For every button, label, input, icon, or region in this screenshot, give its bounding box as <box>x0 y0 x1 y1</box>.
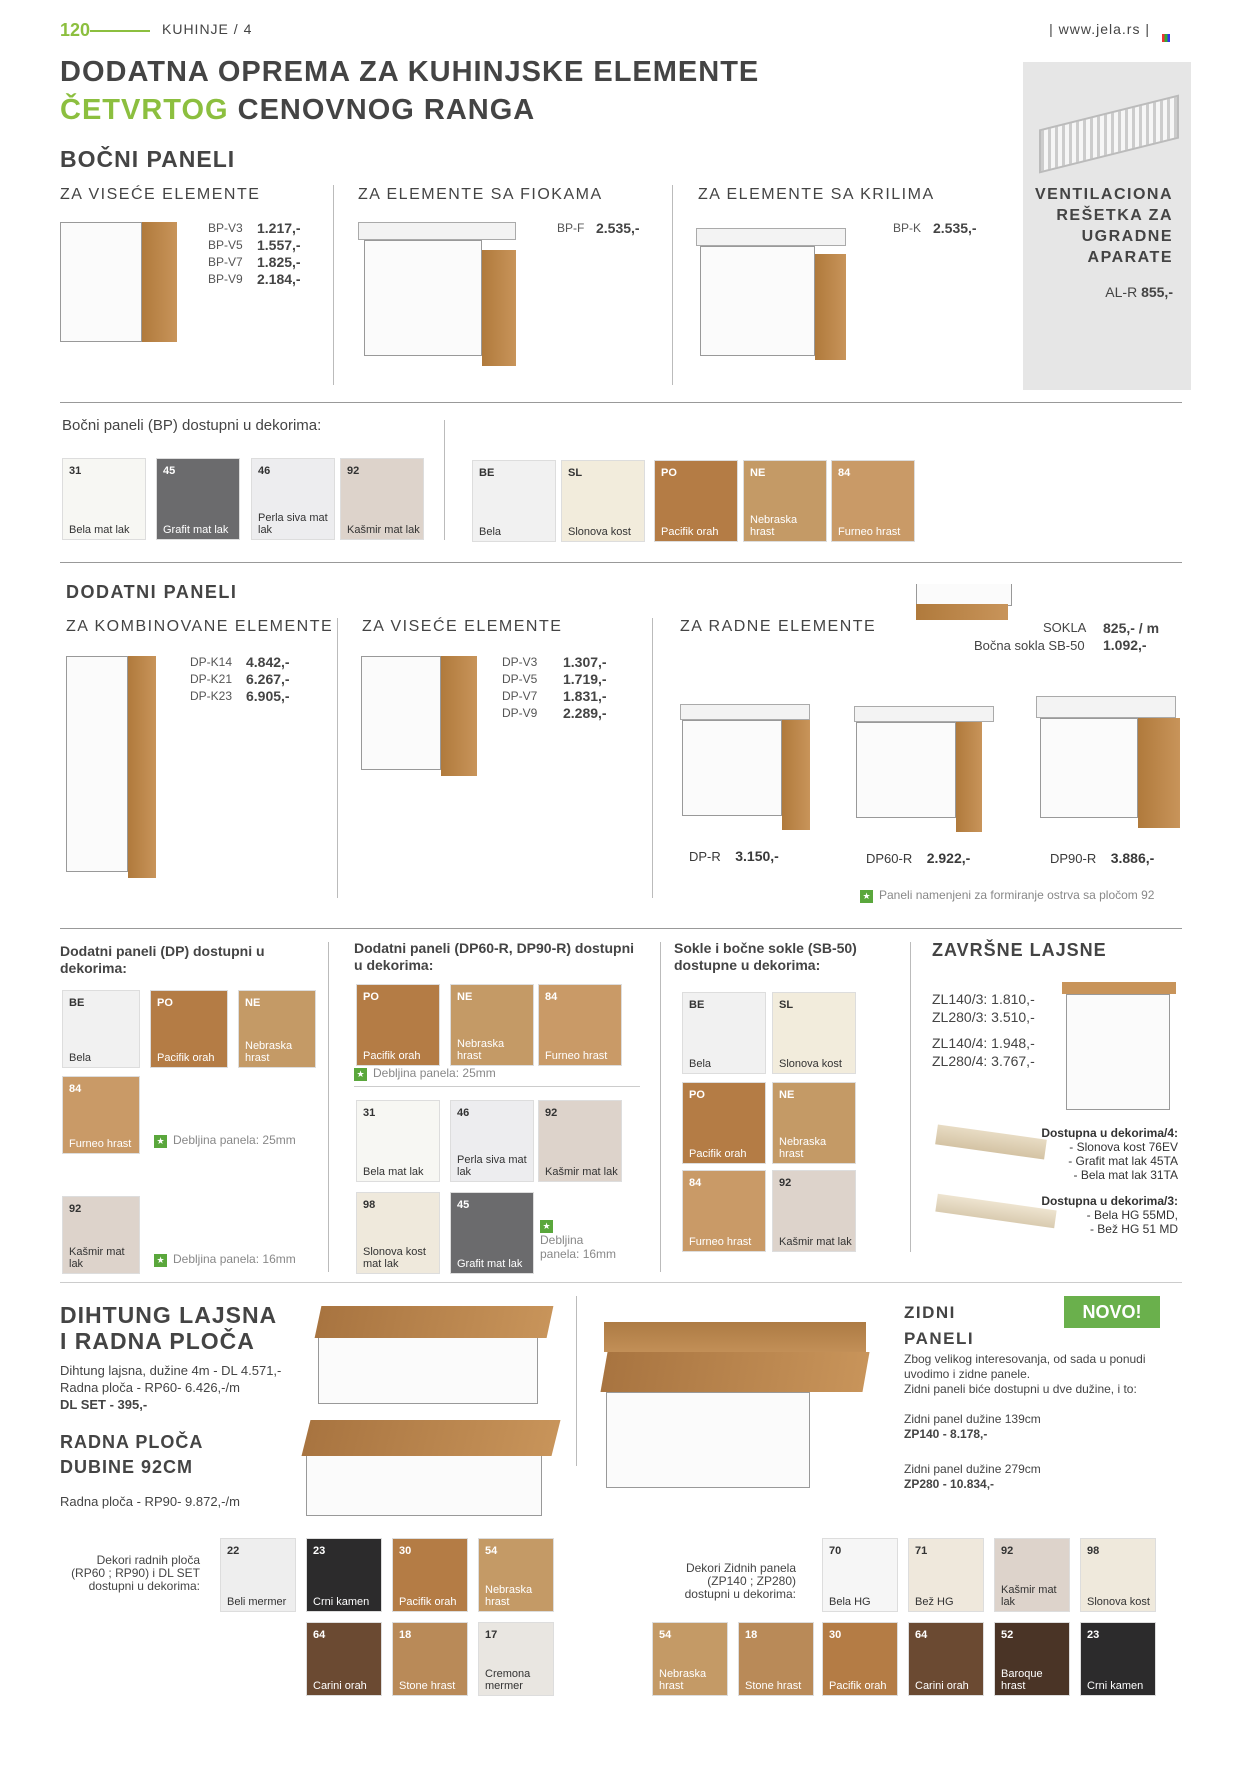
bp-visece-prices: 1.217,- 1.557,- 1.825,- 2.184,- <box>257 220 301 287</box>
decor-name: Pacifik orah <box>829 1680 887 1692</box>
decor-name: Furneo hrast <box>838 526 901 538</box>
decor-swatch <box>356 1192 440 1274</box>
decor-swatch <box>220 1538 296 1612</box>
side-panel-wood <box>956 722 982 832</box>
divider <box>328 942 329 1272</box>
decor-name: Bela mat lak <box>69 524 130 536</box>
dp90-r-item: DP90-R 3.886,- <box>1050 850 1155 866</box>
decor-name: Bela mat lak <box>363 1166 424 1178</box>
decor-code: 23 <box>1087 1629 1100 1641</box>
decor-swatch <box>62 458 146 540</box>
decor-code: 17 <box>485 1629 498 1641</box>
dp-r-item: DP-R 3.150,- <box>689 848 779 864</box>
decor-code: 98 <box>1087 1545 1100 1557</box>
decor-code: 98 <box>363 1199 376 1211</box>
decor-code: 70 <box>829 1545 842 1557</box>
page-number: 120 <box>60 20 91 40</box>
decor-code: 92 <box>347 465 360 477</box>
side-panel-wood <box>128 656 156 878</box>
decor-swatch <box>450 984 534 1066</box>
vent-grille-icon <box>1039 95 1179 174</box>
dp-k-codes: DP-K14 DP-K21 DP-K23 <box>190 655 233 703</box>
decor-code: 54 <box>659 1629 672 1641</box>
decor-swatch <box>392 1622 468 1696</box>
base-cabinet-illustration <box>682 720 782 816</box>
decor-name: Pacifik orah <box>661 526 719 538</box>
dodatni-paneli-heading: DODATNI PANELI <box>66 582 238 602</box>
sokle-decor-heading: Sokle i bočne sokle (SB-50) dostupne u dekorima: <box>674 940 857 973</box>
decor-swatch <box>994 1622 1070 1696</box>
decor-swatch <box>772 1170 856 1252</box>
decor-code: NE <box>245 997 261 1009</box>
side-panel-wood <box>815 254 846 360</box>
decor-name: Nebraska hrast <box>779 1136 827 1160</box>
decor-swatch <box>743 460 827 542</box>
worktop-illustration <box>315 1306 554 1338</box>
island-note: ★ Paneli namenjeni za formiranje ostrva sa pločom 92 <box>860 888 1154 903</box>
bp-f-price: 2.535,- <box>596 220 640 236</box>
divider <box>333 185 334 385</box>
decor-name: Furneo hrast <box>689 1236 752 1248</box>
decor-swatch <box>392 1538 468 1612</box>
decor-name: Carini orah <box>915 1680 969 1692</box>
dp-radne-heading: ZA RADNE ELEMENTE <box>680 618 877 635</box>
decor-code: 30 <box>399 1545 412 1557</box>
novo-badge: NOVO! <box>1064 1296 1160 1328</box>
decor-name: Slonova kost <box>779 1058 842 1070</box>
decor-code: 84 <box>838 467 851 479</box>
thickness-note-25: ★ Debljina panela: 25mm <box>154 1133 296 1148</box>
wall-unit-illustration <box>1066 994 1170 1110</box>
side-panel-wood <box>482 250 516 366</box>
decor-code: 22 <box>227 1545 240 1557</box>
ventilaciona-heading: VENTILACIONA REŠETKA ZA UGRADNE APARATE <box>1035 186 1173 266</box>
decor-swatch <box>682 992 766 1074</box>
dp-kombinovane-heading: ZA KOMBINOVANE ELEMENTE <box>66 618 334 635</box>
bp-f-code: BP-F <box>557 221 585 235</box>
decor-code: BE <box>689 999 705 1011</box>
zidni-p1: Zidni panel dužine 139cm ZP140 - 8.178,- <box>904 1412 1041 1441</box>
decor-swatch <box>908 1622 984 1696</box>
decor-swatch <box>994 1538 1070 1612</box>
star-icon: ★ <box>154 1254 167 1267</box>
decor-swatch <box>654 460 738 542</box>
dpr-thickness-note-25: ★ Debljina panela: 25mm <box>354 1066 496 1081</box>
page-title: DODATNA OPREMA ZA KUHINJSKE ELEMENTE <box>60 56 760 88</box>
decor-name: Baroque hrast <box>1001 1668 1043 1692</box>
decor-swatch <box>478 1622 554 1696</box>
dekor3-list: Dostupna u dekorima/3: - Bela HG 55MD, - Bež HG 51 MD <box>1041 1194 1178 1236</box>
decor-swatch <box>478 1538 554 1612</box>
bp-krila-heading: ZA ELEMENTE SA KRILIMA <box>698 186 935 203</box>
decor-swatch <box>831 460 915 542</box>
dpr-thickness-note-16: ★ Debljina panela: 16mm <box>540 1221 617 1261</box>
decor-code: SL <box>568 467 583 479</box>
page-subtitle: ČETVRTOG CENOVNOG RANGA <box>60 94 536 126</box>
decor-code: 84 <box>545 991 558 1003</box>
header-divider <box>90 30 150 32</box>
rp92-price: Radna ploča - RP90- 9.872,-/m <box>60 1494 240 1509</box>
decor-name: Nebraska hrast <box>750 514 798 538</box>
bp-visece-heading: ZA VISEĆE ELEMENTE <box>60 186 261 203</box>
worktop <box>696 228 846 246</box>
zidni-text: Zbog velikog interesovanja, od sada u ponudi uvodimo i zidne panele. Zidni paneli biće dostupni u dve dužine, i to: <box>904 1352 1146 1396</box>
section-divider <box>60 928 1182 929</box>
decor-swatch <box>682 1082 766 1164</box>
decor-name: Perla siva mat lak <box>457 1154 527 1178</box>
decor-name: Grafit mat lak <box>457 1258 523 1270</box>
decor-code: 31 <box>69 465 82 477</box>
decor-name: Nebraska hrast <box>485 1584 533 1608</box>
cabinet-illustration <box>318 1338 538 1404</box>
decor-name: Slonova kost <box>568 526 631 538</box>
decor-swatch <box>251 458 335 540</box>
star-icon: ★ <box>154 1135 167 1148</box>
decor-swatch <box>306 1622 382 1696</box>
decor-code: 84 <box>69 1083 82 1095</box>
decor-code: BE <box>479 467 495 479</box>
star-icon: ★ <box>860 890 873 903</box>
bp-fioke-heading: ZA ELEMENTE SA FIOKAMA <box>358 186 603 203</box>
bp-decor-heading: Bočni paneli (BP) dostupni u dekorima: <box>62 417 322 434</box>
decor-swatch <box>356 984 440 1066</box>
worktop-illustration <box>600 1352 869 1392</box>
decor-name: Slonova kost mat lak <box>363 1246 426 1270</box>
bocna-sokla-label: Bočna sokla SB-50 <box>974 638 1085 653</box>
section-divider <box>60 402 1182 403</box>
dihtung-lines: Dihtung lajsna, dužine 4m - DL 4.571,- Radna ploča - RP60- 6.426,-/m DL SET - 395,- <box>60 1363 282 1412</box>
dp-v-prices: 1.307,- 1.719,- 1.831,- 2.289,- <box>563 654 607 721</box>
star-icon: ★ <box>540 1220 553 1233</box>
bocna-sokla-price: 1.092,- <box>1103 637 1147 653</box>
decor-code: 71 <box>915 1545 928 1557</box>
decor-code: PO <box>661 467 677 479</box>
decor-name: Kašmir mat lak <box>69 1246 125 1270</box>
zidni-p2: Zidni panel dužine 279cm ZP280 - 10.834,- <box>904 1462 1041 1491</box>
decor-name: Carini orah <box>313 1680 367 1692</box>
decor-swatch <box>450 1100 534 1182</box>
decor-code: 92 <box>1001 1545 1014 1557</box>
rp92-heading: RADNA PLOČA DUBINE 92CM <box>60 1432 204 1477</box>
side-panel-wood <box>441 656 477 776</box>
decor-name: Kašmir mat lak <box>347 524 420 536</box>
decor-swatch <box>150 990 228 1068</box>
sokla-wood <box>916 604 1008 620</box>
decor-code: 31 <box>363 1107 376 1119</box>
wall-cabinet-illustration <box>60 222 142 342</box>
divider <box>672 185 673 385</box>
moulding-profile-4 <box>935 1124 1047 1159</box>
ventilaciona-price: AL-R 855,- <box>1105 284 1173 300</box>
dp-visece-heading: ZA VISEĆE ELEMENTE <box>362 618 563 635</box>
decor-code: 30 <box>829 1629 842 1641</box>
worktop <box>358 222 516 240</box>
decor-name: Nebraska hrast <box>659 1668 707 1692</box>
dp-v-codes: DP-V3 DP-V5 DP-V7 DP-V9 <box>502 655 538 720</box>
decor-name: Pacifik orah <box>689 1148 747 1160</box>
decor-name: Nebraska hrast <box>457 1038 505 1062</box>
decor-code: PO <box>157 997 173 1009</box>
decor-code: 52 <box>1001 1629 1014 1641</box>
decor-code: NE <box>457 991 473 1003</box>
decor-name: Stone hrast <box>745 1680 802 1692</box>
ventilaciona-box <box>1023 62 1191 390</box>
decor-swatch <box>822 1538 898 1612</box>
decor-name: Grafit mat lak <box>163 524 229 536</box>
dihtung-heading: DIHTUNG LAJSNA I RADNA PLOČA <box>60 1302 278 1354</box>
bp-k-code: BP-K <box>893 221 922 235</box>
moulding-profile-3 <box>935 1194 1056 1229</box>
base-cabinet-illustration <box>1040 718 1138 818</box>
decor-code: NE <box>779 1089 795 1101</box>
decor-swatch <box>652 1622 728 1696</box>
decor-code: SL <box>779 999 794 1011</box>
site-url[interactable]: | www.jela.rs | <box>1049 21 1150 37</box>
worktop <box>680 704 810 720</box>
decor-code: BE <box>69 997 85 1009</box>
section-divider <box>60 1282 1182 1283</box>
decor-code: PO <box>689 1089 705 1101</box>
decor-swatch <box>62 1196 140 1274</box>
divider <box>652 618 653 898</box>
zavrsne-prices: ZL140/3: 1.810,- ZL280/3: 3.510,- ZL140/4: 1.948,- ZL280/4: 3.767,- <box>932 991 1035 1069</box>
decor-swatch <box>538 984 622 1066</box>
decor-code: 46 <box>457 1107 470 1119</box>
decor-code: 84 <box>689 1177 702 1189</box>
decor-swatch <box>450 1192 534 1274</box>
decor-name: Nebraska hrast <box>245 1040 293 1064</box>
worktop <box>854 706 994 722</box>
decor-name: Bela HG <box>829 1596 871 1608</box>
divider <box>337 618 338 898</box>
base-cabinet-illustration <box>856 722 956 818</box>
wall-panel-illustration <box>604 1322 866 1352</box>
decor-code: 64 <box>915 1629 928 1641</box>
decor-swatch <box>772 992 856 1074</box>
decor-code: 18 <box>745 1629 758 1641</box>
decor-code: PO <box>363 991 379 1003</box>
divider <box>444 420 445 540</box>
cornice-illustration <box>1062 982 1176 994</box>
decor-swatch <box>561 460 645 542</box>
zp-decor-label: Dekori Zidnih panela (ZP140 ; ZP280) dostupni u dekorima: <box>684 1561 796 1601</box>
decor-name: Stone hrast <box>399 1680 456 1692</box>
decor-name: Cremona mermer <box>485 1668 531 1692</box>
dp-k-prices: 4.842,- 6.267,- 6.905,- <box>246 654 290 704</box>
decor-code: 45 <box>163 465 176 477</box>
decor-name: Perla siva mat lak <box>258 512 328 536</box>
decor-swatch <box>340 458 424 540</box>
decor-name: Kašmir mat lak <box>779 1236 852 1248</box>
sokla-illustration <box>916 584 1012 606</box>
cabinet-illustration <box>606 1392 810 1488</box>
decor-swatch <box>738 1622 814 1696</box>
decor-code: 92 <box>779 1177 792 1189</box>
decor-name: Pacifik orah <box>399 1596 457 1608</box>
decor-swatch <box>62 1076 140 1154</box>
decor-name: Kašmir mat lak <box>1001 1584 1057 1608</box>
cabinet-illustration <box>306 1456 542 1516</box>
decor-swatch <box>1080 1622 1156 1696</box>
decor-name: Crni kamen <box>313 1596 370 1608</box>
dpr-decor-heading: Dodatni paneli (DP60-R, DP90-R) dostupni u dekorima: <box>354 940 635 973</box>
door-cabinet-illustration <box>700 246 815 356</box>
tall-cabinet-illustration <box>66 656 128 872</box>
side-panel-wood <box>142 222 177 342</box>
decor-name: Bela <box>689 1058 712 1070</box>
decor-code: 18 <box>399 1629 412 1641</box>
section-divider <box>60 562 1182 563</box>
drawer-cabinet-illustration <box>364 240 482 356</box>
decor-code: 92 <box>545 1107 558 1119</box>
decor-name: Pacifik orah <box>157 1052 215 1064</box>
breadcrumb: KUHINJE / 4 <box>162 21 253 37</box>
decor-swatch <box>772 1082 856 1164</box>
decor-name: Kašmir mat lak <box>545 1166 618 1178</box>
divider <box>576 1296 577 1466</box>
decor-code: 45 <box>457 1199 470 1211</box>
dekor4-list: Dostupna u dekorima/4: - Slonova kost 76EV - Grafit mat lak 45TA - Bela mat lak 31TA <box>1041 1126 1178 1182</box>
worktop <box>1036 696 1176 718</box>
decor-swatch <box>356 1100 440 1182</box>
decor-code: 92 <box>69 1203 82 1215</box>
bp-k-price: 2.535,- <box>933 220 977 236</box>
decor-code: NE <box>750 467 766 479</box>
decor-name: Bež HG <box>915 1596 954 1608</box>
decor-name: Beli mermer <box>227 1596 287 1608</box>
zavrsne-heading: ZAVRŠNE LAJSNE <box>932 940 1107 960</box>
bp-visece-codes: BP-V3 BP-V5 BP-V7 BP-V9 <box>208 221 243 286</box>
decor-name: Crni kamen <box>1087 1680 1144 1692</box>
dp-decor-heading: Dodatni paneli (DP) dostupni u dekorima: <box>60 943 265 976</box>
decor-name: Bela <box>69 1052 92 1064</box>
decor-name: Furneo hrast <box>69 1138 132 1150</box>
decor-name: Furneo hrast <box>545 1050 608 1062</box>
divider <box>660 942 661 1272</box>
thickness-note-16: ★ Debljina panela: 16mm <box>154 1252 296 1267</box>
wall-cabinet-illustration <box>361 656 441 770</box>
rp-decor-label: Dekori radnih ploča (RP60 ; RP90) i DL SET dostupni u dekorima: <box>71 1553 200 1593</box>
divider <box>910 942 911 1252</box>
flag-icon <box>1162 34 1170 42</box>
decor-name: Pacifik orah <box>363 1050 421 1062</box>
decor-swatch <box>908 1538 984 1612</box>
decor-code: 46 <box>258 465 271 477</box>
sokla-price: 825,- / m <box>1103 620 1160 636</box>
decor-swatch <box>62 990 140 1068</box>
decor-swatch <box>238 990 316 1068</box>
decor-swatch <box>306 1538 382 1612</box>
dp60-r-item: DP60-R 2.922,- <box>866 850 971 866</box>
decor-swatch <box>682 1170 766 1252</box>
decor-swatch <box>538 1100 622 1182</box>
decor-code: 23 <box>313 1545 326 1557</box>
divider <box>354 1086 640 1087</box>
decor-swatch <box>472 460 556 542</box>
side-panel-wood <box>782 720 810 830</box>
star-icon: ★ <box>354 1068 367 1081</box>
decor-code: 54 <box>485 1545 498 1557</box>
decor-code: 64 <box>313 1629 326 1641</box>
deep-worktop-illustration <box>302 1420 561 1456</box>
bocni-paneli-heading: BOČNI PANELI <box>60 146 236 172</box>
sokla-label: SOKLA <box>1043 620 1087 635</box>
decor-name: Slonova kost <box>1087 1596 1150 1608</box>
decor-swatch <box>822 1622 898 1696</box>
decor-swatch <box>156 458 240 540</box>
decor-swatch <box>1080 1538 1156 1612</box>
side-panel-wood <box>1138 718 1180 828</box>
decor-name: Bela <box>479 526 502 538</box>
zidni-heading: ZIDNI PANELI <box>904 1303 975 1348</box>
